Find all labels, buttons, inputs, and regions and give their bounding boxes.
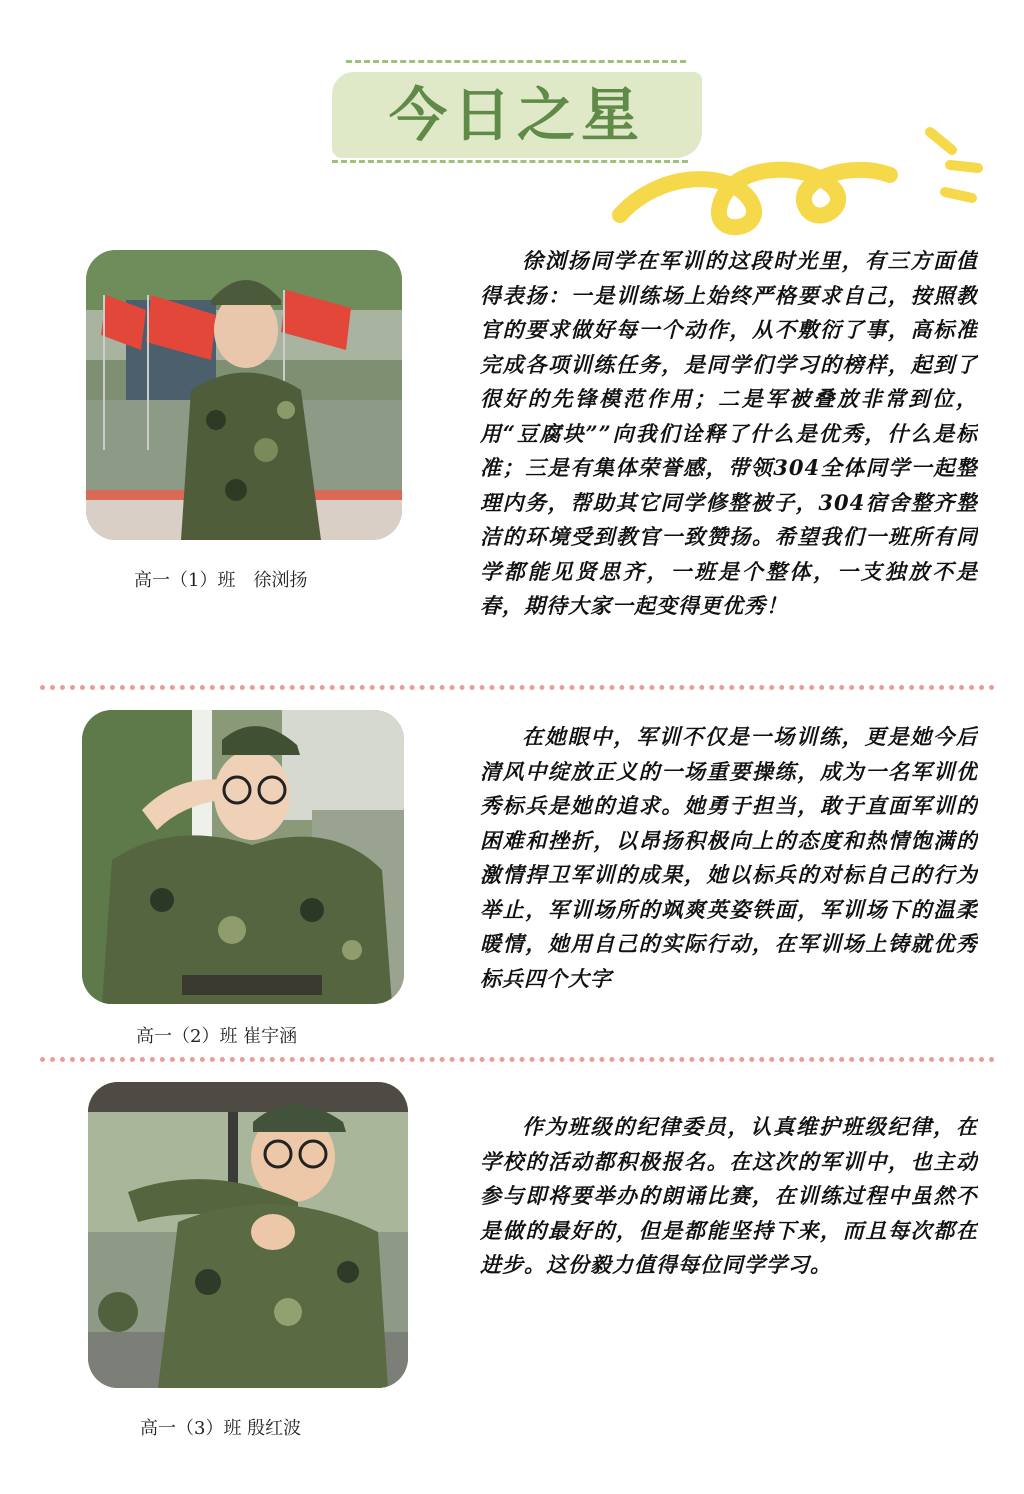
- student-photo-drill-icon: [88, 1082, 408, 1388]
- student-photo-flags-icon: [86, 250, 402, 540]
- student-3-bio: 作为班级的纪律委员，认真维护班级纪律，在学校的活动都积极报名。在这次的军训中，也主动参与即将要举办的朗诵比赛，在训练过程中虽然不是做的最好的，但是都能坚持下来，而且每次都在进步。这份毅力值得每位同学学习。: [480, 1114, 978, 1277]
- section-divider-2: [40, 1057, 995, 1062]
- student-1-bio: 徐浏扬同学在军训的这段时光里，有三方面值得表扬：一是训练场上始终严格要求自己，按照教官的要求做好每一个动作，从不敷衍了事，高标准完成各项训练任务，是同学们学习的榜样，起到了很好的先锋模范作用；二是军被叠放非常到位，用“豆腐块””向我们诠释了什么是优秀，什么是标准；三是有集体荣誉感，带领304全体同学一起整理内务，帮助其它同学修整被子，304宿舍整齐整洁的环境受到教官一致赞扬。希望我们一班所有同学都能见贤思齐，一班是个整体，一支独放不是春，期待大家一起变得更优秀！: [480, 248, 978, 618]
- page-title: 今日之星: [388, 81, 645, 149]
- page-header: [0, 0, 1024, 240]
- student-photo-salute-icon: [82, 710, 404, 1004]
- student-2-caption: 高一（2）班 崔宇涵: [136, 1026, 298, 1047]
- student-1-photo: [86, 250, 402, 540]
- student-2-photo: [82, 710, 404, 1004]
- title-dash-top: [346, 60, 686, 63]
- student-3-photo: [88, 1082, 408, 1388]
- section-divider-1: [40, 685, 995, 690]
- student-3-caption: 高一（3）班 殷红波: [140, 1418, 302, 1439]
- student-1-caption: 高一（1）班 徐浏扬: [134, 570, 308, 591]
- yellow-swirl-decoration: [600, 110, 1010, 240]
- student-2-bio: 在她眼中，军训不仅是一场训练，更是她今后清风中绽放正义的一场重要操练，成为一名军训优秀标兵是她的追求。她勇于担当，敢于直面军训的困难和挫折，以昂扬积极向上的态度和热情饱满的激情捍卫军训的成果，她以标兵的对标自己的行为举止，军训场所的飒爽英姿铁面，军训场下的温柔暖情，她用自己的实际行动，在军训场上铸就优秀标兵四个大字: [480, 724, 978, 991]
